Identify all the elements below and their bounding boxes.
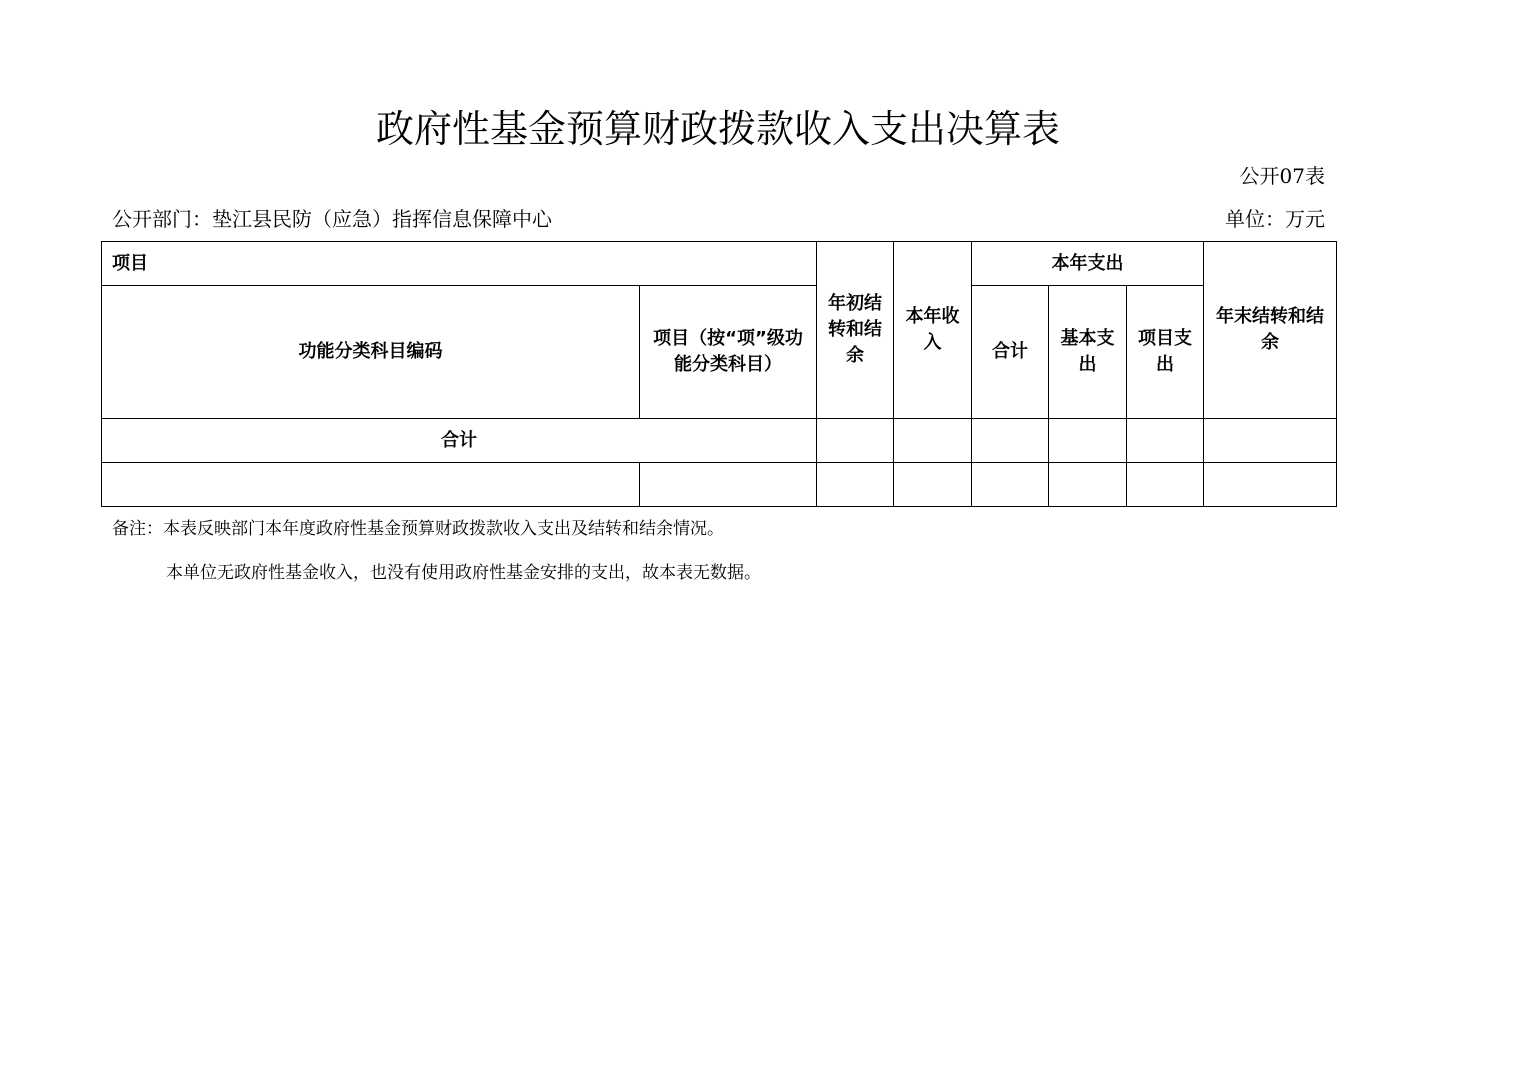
row-current-income: [894, 463, 972, 507]
row-basic-expense: [1049, 463, 1127, 507]
total-expense-total: [972, 419, 1049, 463]
row-opening-balance: [817, 463, 894, 507]
note-line-2: 本单位无政府性基金收入，也没有使用政府性基金安排的支出，故本表无数据。: [166, 563, 761, 583]
total-basic-expense: [1049, 419, 1127, 463]
fund-budget-table: [101, 241, 1337, 507]
page-title: 政府性基金预算财政拨款收入支出决算表: [375, 107, 1060, 151]
header-item-by-class: 项目（按“项”级功能分类科目）: [640, 286, 817, 419]
total-label: 合计: [102, 419, 817, 463]
note-line-1: 备注：本表反映部门本年度政府性基金预算财政拨款收入支出及结转和结余情况。: [112, 519, 724, 539]
row-item: [640, 463, 817, 507]
total-project-expense: [1127, 419, 1204, 463]
header-opening-balance: 年初结转和结余: [817, 242, 894, 419]
total-closing-balance: [1204, 419, 1337, 463]
form-number: 公开07表: [1239, 164, 1325, 188]
total-opening-balance: [817, 419, 894, 463]
total-row: [102, 419, 1337, 463]
row-expense-total: [972, 463, 1049, 507]
header-expense-total: 合计: [972, 286, 1049, 419]
row-code: [102, 463, 640, 507]
header-row-1: [102, 242, 1337, 286]
table-row: [102, 463, 1337, 507]
header-project-expense: 项目支出: [1127, 286, 1204, 419]
unit-label: 单位：万元: [1225, 207, 1325, 231]
header-current-expense: 本年支出: [972, 242, 1204, 286]
total-current-income: [894, 419, 972, 463]
header-closing-balance: 年末结转和结余: [1204, 242, 1337, 419]
department-label: 公开部门：垫江县民防（应急）指挥信息保障中心: [112, 207, 552, 231]
header-row-2: [102, 286, 1337, 419]
header-item: 项目: [102, 242, 817, 286]
header-code: 功能分类科目编码: [102, 286, 640, 419]
header-current-income: 本年收入: [894, 242, 972, 419]
row-closing-balance: [1204, 463, 1337, 507]
header-basic-expense: 基本支出: [1049, 286, 1127, 419]
row-project-expense: [1127, 463, 1204, 507]
